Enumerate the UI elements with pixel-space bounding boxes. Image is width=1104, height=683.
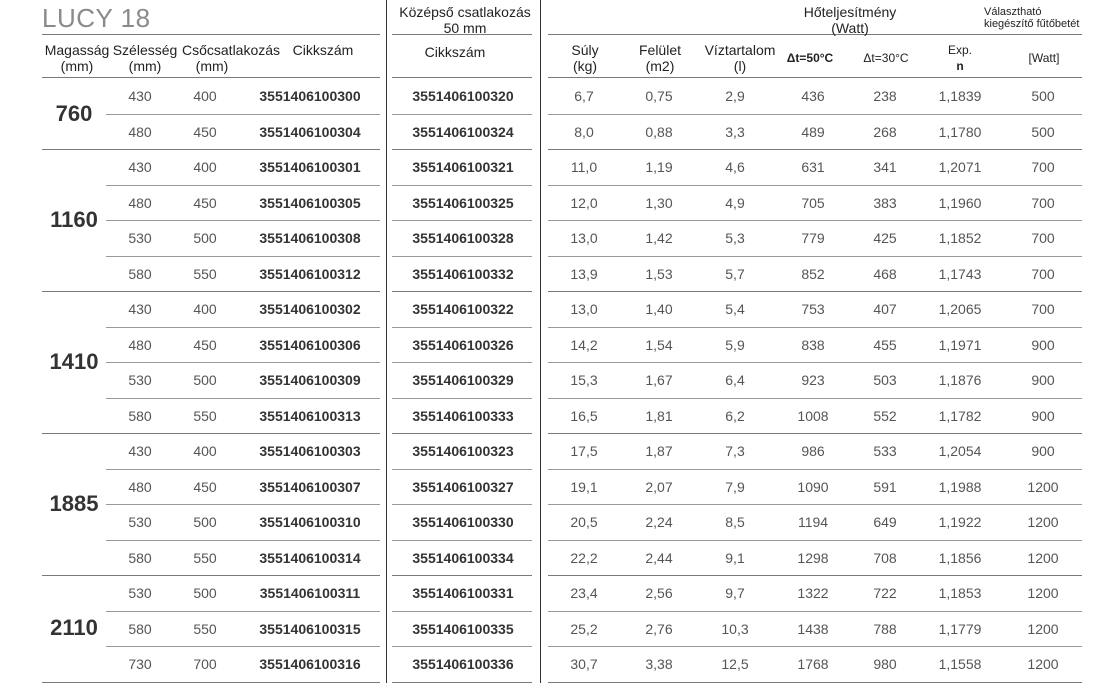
cell-felulet: 2,07: [645, 478, 673, 495]
header-szelesseg: Szélesség (mm): [112, 42, 178, 74]
cell-suly: 16,5: [570, 407, 598, 424]
row-rule: [548, 504, 1082, 505]
cell-szelesseg: 580: [128, 620, 152, 637]
cell-viztartalom: 10,3: [721, 620, 749, 637]
cell-cikkszam: 3551406100302: [259, 301, 361, 317]
cell-felulet: 1,19: [645, 159, 673, 175]
row-rule: [548, 469, 1082, 470]
cell-fotobetet: 500: [1031, 88, 1055, 104]
cell-exp: 1,1988: [938, 478, 982, 495]
cell-csocsatlakozas: 500: [193, 514, 217, 530]
cell-dt50: 705: [801, 194, 825, 211]
cell-csocsatlakozas: 550: [193, 407, 217, 424]
row-rule: [106, 114, 380, 115]
cell-dt50: 1298: [797, 549, 829, 566]
cell-viztartalom: 5,3: [725, 230, 745, 246]
cell-suly: 13,0: [570, 301, 598, 317]
cell-dt30: 425: [873, 230, 897, 246]
cell-csocsatlakozas: 450: [193, 336, 217, 353]
header-kozepso-csatlakozas: Középső csatlakozás 50 mm: [399, 4, 531, 36]
header-exp: Exp. n: [947, 43, 972, 73]
cell-cikkszam: 3551406100315: [259, 620, 361, 637]
cell-cikkszam: 3551406100310: [259, 514, 361, 530]
cell-dt30: 708: [873, 549, 897, 566]
cell-dt50: 1768: [797, 656, 829, 672]
cell-exp: 1,2054: [938, 443, 982, 459]
cell-fotobetet: 1200: [1027, 514, 1059, 530]
header-watt: [Watt]: [1028, 51, 1060, 65]
cell-csocsatlakozas: 400: [193, 301, 217, 317]
cell-dt30: 455: [873, 336, 897, 353]
cell-csocsatlakozas: 500: [193, 372, 217, 388]
cell-exp: 1,1743: [938, 265, 982, 282]
cell-exp: 1,1782: [938, 407, 982, 424]
header-dt30: Δt=30°C: [863, 51, 909, 65]
top-rule-left: [42, 34, 380, 35]
cell-kozepso-cikkszam: 3551406100323: [412, 443, 514, 459]
cell-exp: 1,1922: [938, 514, 982, 530]
cell-felulet: 1,54: [645, 336, 673, 353]
cell-fotobetet: 700: [1031, 301, 1055, 317]
header-rule-mid: [392, 77, 532, 78]
row-rule: [548, 646, 1082, 647]
cell-kozepso-cikkszam: 3551406100322: [412, 301, 514, 317]
group-rule: [42, 433, 380, 434]
cell-szelesseg: 530: [128, 230, 152, 246]
cell-kozepso-cikkszam: 3551406100333: [412, 407, 514, 424]
group-height-label: 1410: [49, 349, 99, 374]
cell-cikkszam: 3551406100306: [259, 336, 361, 353]
cell-csocsatlakozas: 450: [193, 478, 217, 495]
header-viztartalom: Víztartalom (l): [704, 42, 776, 74]
row-rule: [548, 327, 1082, 328]
row-rule: [548, 114, 1082, 115]
cell-cikkszam: 3551406100312: [259, 265, 361, 282]
header-felulet: Felület (m2): [638, 42, 682, 74]
row-rule: [106, 220, 380, 221]
cell-csocsatlakozas: 400: [193, 159, 217, 175]
cell-viztartalom: 7,3: [725, 443, 745, 459]
cell-dt30: 503: [873, 372, 897, 388]
cell-kozepso-cikkszam: 3551406100325: [412, 194, 514, 211]
row-rule: [106, 256, 380, 257]
cell-fotobetet: 900: [1031, 336, 1055, 353]
group-rule: [548, 575, 1082, 576]
cell-exp: 1,1960: [938, 194, 982, 211]
row-rule: [548, 256, 1082, 257]
header-rule-left: [42, 77, 380, 78]
cell-cikkszam: 3551406100303: [259, 443, 361, 459]
cell-kozepso-cikkszam: 3551406100335: [412, 620, 514, 637]
cell-dt50: 986: [801, 443, 825, 459]
cell-suly: 11,0: [570, 159, 598, 175]
cell-kozepso-cikkszam: 3551406100324: [412, 123, 514, 140]
cell-kozepso-cikkszam: 3551406100326: [412, 336, 514, 353]
cell-dt50: 436: [801, 88, 825, 104]
cell-cikkszam: 3551406100304: [259, 123, 361, 140]
cell-viztartalom: 5,7: [725, 265, 745, 282]
header-hoteljesitmeny: Hőteljesítmény (Watt): [803, 4, 897, 36]
cell-exp: 1,2065: [938, 301, 982, 317]
cell-szelesseg: 530: [128, 372, 152, 388]
cell-fotobetet: 1200: [1027, 620, 1059, 637]
cell-fotobetet: 1200: [1027, 549, 1059, 566]
cell-kozepso-cikkszam: 3551406100320: [412, 88, 514, 104]
cell-dt30: 552: [873, 407, 897, 424]
cell-viztartalom: 9,7: [725, 585, 745, 601]
cell-szelesseg: 480: [128, 478, 152, 495]
cell-felulet: 2,44: [645, 549, 673, 566]
cell-kozepso-cikkszam: 3551406100329: [412, 372, 514, 388]
cell-csocsatlakozas: 450: [193, 123, 217, 140]
cell-suly: 13,0: [570, 230, 598, 246]
cell-felulet: 0,75: [645, 88, 673, 104]
group-rule: [392, 149, 532, 150]
cell-viztartalom: 5,9: [725, 336, 745, 353]
group-rule: [42, 291, 380, 292]
cell-szelesseg: 430: [128, 88, 152, 104]
cell-suly: 15,3: [570, 372, 598, 388]
row-rule: [392, 327, 532, 328]
cell-viztartalom: 12,5: [721, 656, 749, 672]
cell-dt50: 1008: [797, 407, 829, 424]
cell-kozepso-cikkszam: 3551406100328: [412, 230, 514, 246]
cell-dt30: 591: [873, 478, 897, 495]
cell-szelesseg: 580: [128, 549, 152, 566]
group-rule: [42, 149, 380, 150]
cell-fotobetet: 700: [1031, 159, 1055, 175]
cell-viztartalom: 6,4: [725, 372, 745, 388]
header-magassag: Magasság (mm): [44, 42, 110, 74]
header-rule-right: [548, 77, 1082, 78]
cell-viztartalom: 8,5: [725, 514, 745, 530]
cell-suly: 17,5: [570, 443, 598, 459]
row-rule: [106, 398, 380, 399]
cell-fotobetet: 900: [1031, 372, 1055, 388]
cell-felulet: 1,30: [645, 194, 673, 211]
cell-suly: 30,7: [570, 656, 598, 672]
cell-fotobetet: 900: [1031, 443, 1055, 459]
row-rule: [106, 469, 380, 470]
cell-dt30: 407: [873, 301, 897, 317]
cell-szelesseg: 580: [128, 407, 152, 424]
row-rule: [392, 469, 532, 470]
row-rule: [392, 504, 532, 505]
cell-exp: 1,1839: [938, 88, 982, 104]
cell-felulet: 2,76: [645, 620, 673, 637]
cell-suly: 22,2: [570, 549, 598, 566]
header-cikkszam-1: Cikkszám: [292, 42, 354, 58]
cell-felulet: 2,24: [645, 514, 673, 530]
cell-szelesseg: 480: [128, 123, 152, 140]
separator-right: [540, 0, 541, 683]
cell-viztartalom: 6,2: [725, 407, 745, 424]
cell-kozepso-cikkszam: 3551406100334: [412, 549, 514, 566]
row-rule: [106, 540, 380, 541]
cell-suly: 8,0: [574, 123, 594, 140]
cell-dt30: 383: [873, 194, 897, 211]
cell-csocsatlakozas: 400: [193, 88, 217, 104]
cell-fotobetet: 900: [1031, 407, 1055, 424]
group-rule: [548, 149, 1082, 150]
cell-suly: 19,1: [570, 478, 598, 495]
row-rule: [106, 504, 380, 505]
group-rule: [548, 433, 1082, 434]
cell-suly: 6,7: [574, 88, 594, 104]
cell-viztartalom: 7,9: [725, 478, 745, 495]
cell-dt30: 268: [873, 123, 897, 140]
cell-suly: 13,9: [570, 265, 598, 282]
cell-dt30: 468: [873, 265, 897, 282]
cell-szelesseg: 430: [128, 301, 152, 317]
cell-exp: 1,1852: [938, 230, 982, 246]
cell-dt50: 923: [801, 372, 825, 388]
cell-cikkszam: 3551406100316: [259, 656, 361, 672]
cell-kozepso-cikkszam: 3551406100332: [412, 265, 514, 282]
cell-exp: 1,1779: [938, 620, 982, 637]
cell-dt30: 722: [873, 585, 897, 601]
row-rule: [392, 185, 532, 186]
cell-fotobetet: 1200: [1027, 585, 1059, 601]
cell-felulet: 1,42: [645, 230, 673, 246]
row-rule: [106, 362, 380, 363]
cell-dt30: 238: [873, 88, 897, 104]
row-rule: [548, 540, 1082, 541]
row-rule: [548, 362, 1082, 363]
cell-dt50: 1322: [797, 585, 829, 601]
cell-csocsatlakozas: 400: [193, 443, 217, 459]
group-rule: [548, 291, 1082, 292]
cell-exp: 1,1876: [938, 372, 982, 388]
group-rule: [392, 575, 532, 576]
cell-csocsatlakozas: 550: [193, 265, 217, 282]
cell-szelesseg: 530: [128, 514, 152, 530]
cell-viztartalom: 2,9: [725, 88, 745, 104]
cell-viztartalom: 5,4: [725, 301, 745, 317]
cell-csocsatlakozas: 550: [193, 620, 217, 637]
cell-dt30: 788: [873, 620, 897, 637]
cell-felulet: 2,56: [645, 585, 673, 601]
cell-suly: 23,4: [570, 585, 598, 601]
cell-cikkszam: 3551406100314: [259, 549, 361, 566]
cell-dt50: 838: [801, 336, 825, 353]
cell-szelesseg: 730: [128, 656, 152, 672]
cell-fotobetet: 1200: [1027, 656, 1059, 672]
cell-viztartalom: 4,6: [725, 159, 745, 175]
header-suly: Súly (kg): [571, 42, 599, 74]
cell-cikkszam: 3551406100313: [259, 407, 361, 424]
row-rule: [106, 185, 380, 186]
cell-dt50: 1090: [797, 478, 829, 495]
cell-felulet: 1,53: [645, 265, 673, 282]
cell-exp: 1,1856: [938, 549, 982, 566]
cell-dt30: 341: [873, 159, 897, 175]
cell-felulet: 1,67: [645, 372, 673, 388]
header-valaszthato: Választható kiegészítő fűtőbetét: [984, 6, 1080, 30]
header-cikkszam-2: Cikkszám: [424, 44, 486, 60]
cell-csocsatlakozas: 700: [193, 656, 217, 672]
cell-szelesseg: 430: [128, 443, 152, 459]
cell-csocsatlakozas: 450: [193, 194, 217, 211]
group-height-label: 1885: [49, 491, 99, 516]
cell-cikkszam: 3551406100309: [259, 372, 361, 388]
cell-kozepso-cikkszam: 3551406100336: [412, 656, 514, 672]
cell-exp: 1,1971: [938, 336, 982, 353]
cell-dt50: 1194: [797, 514, 829, 530]
row-rule: [392, 646, 532, 647]
row-rule: [392, 611, 532, 612]
cell-szelesseg: 430: [128, 159, 152, 175]
cell-szelesseg: 580: [128, 265, 152, 282]
header-dt50: Δt=50°C: [786, 51, 834, 65]
cell-dt50: 1438: [797, 620, 829, 637]
cell-dt30: 533: [873, 443, 897, 459]
cell-exp: 1,1780: [938, 123, 982, 140]
cell-fotobetet: 700: [1031, 230, 1055, 246]
cell-csocsatlakozas: 550: [193, 549, 217, 566]
row-rule: [392, 362, 532, 363]
cell-viztartalom: 3,3: [725, 123, 745, 140]
cell-szelesseg: 480: [128, 194, 152, 211]
cell-dt50: 779: [801, 230, 825, 246]
row-rule: [106, 611, 380, 612]
cell-suly: 14,2: [570, 336, 598, 353]
group-rule: [42, 575, 380, 576]
cell-suly: 25,2: [570, 620, 598, 637]
row-rule: [548, 398, 1082, 399]
header-csocsatlakozas: Csőcsatlakozás (mm): [182, 42, 281, 74]
product-title: LUCY 18: [42, 3, 151, 33]
cell-cikkszam: 3551406100305: [259, 194, 361, 211]
cell-viztartalom: 9,1: [725, 549, 745, 566]
row-rule: [548, 611, 1082, 612]
cell-kozepso-cikkszam: 3551406100321: [412, 159, 514, 175]
cell-viztartalom: 4,9: [725, 194, 745, 211]
cell-felulet: 3,38: [645, 656, 673, 672]
cell-fotobetet: 500: [1031, 123, 1055, 140]
row-rule: [106, 646, 380, 647]
cell-exp: 1,1853: [938, 585, 982, 601]
cell-dt50: 753: [801, 301, 825, 317]
cell-szelesseg: 480: [128, 336, 152, 353]
cell-kozepso-cikkszam: 3551406100331: [412, 585, 514, 601]
row-rule: [548, 220, 1082, 221]
cell-dt30: 649: [873, 514, 897, 530]
cell-felulet: 0,88: [645, 123, 673, 140]
cell-fotobetet: 700: [1031, 194, 1055, 211]
cell-cikkszam: 3551406100300: [259, 88, 361, 104]
cell-cikkszam: 3551406100301: [259, 159, 361, 175]
cell-dt50: 489: [801, 123, 825, 140]
row-rule: [106, 327, 380, 328]
cell-dt30: 980: [873, 656, 897, 672]
row-rule: [392, 540, 532, 541]
cell-csocsatlakozas: 500: [193, 230, 217, 246]
cell-csocsatlakozas: 500: [193, 585, 217, 601]
group-height-label: 2110: [50, 615, 98, 641]
group-rule: [392, 433, 532, 434]
row-rule: [548, 185, 1082, 186]
cell-dt50: 631: [801, 159, 825, 175]
cell-suly: 20,5: [570, 514, 598, 530]
row-rule: [392, 114, 532, 115]
cell-szelesseg: 530: [128, 585, 152, 601]
cell-felulet: 1,81: [645, 407, 673, 424]
cell-kozepso-cikkszam: 3551406100330: [412, 514, 514, 530]
cell-kozepso-cikkszam: 3551406100327: [412, 478, 514, 495]
group-rule: [392, 291, 532, 292]
cell-fotobetet: 1200: [1027, 478, 1059, 495]
group-height-label: 760: [55, 100, 93, 126]
row-rule: [392, 398, 532, 399]
cell-cikkszam: 3551406100311: [259, 585, 361, 601]
cell-exp: 1,2071: [938, 159, 982, 175]
group-height-label: 1160: [50, 207, 98, 232]
row-rule: [392, 220, 532, 221]
cell-felulet: 1,87: [645, 443, 673, 459]
cell-dt50: 852: [801, 265, 825, 282]
cell-fotobetet: 700: [1031, 265, 1055, 282]
cell-cikkszam: 3551406100308: [259, 230, 361, 246]
separator-left: [386, 0, 387, 683]
row-rule: [392, 256, 532, 257]
cell-felulet: 1,40: [645, 301, 673, 317]
cell-exp: 1,1558: [938, 656, 982, 672]
cell-suly: 12,0: [570, 194, 598, 211]
cell-cikkszam: 3551406100307: [259, 478, 361, 495]
